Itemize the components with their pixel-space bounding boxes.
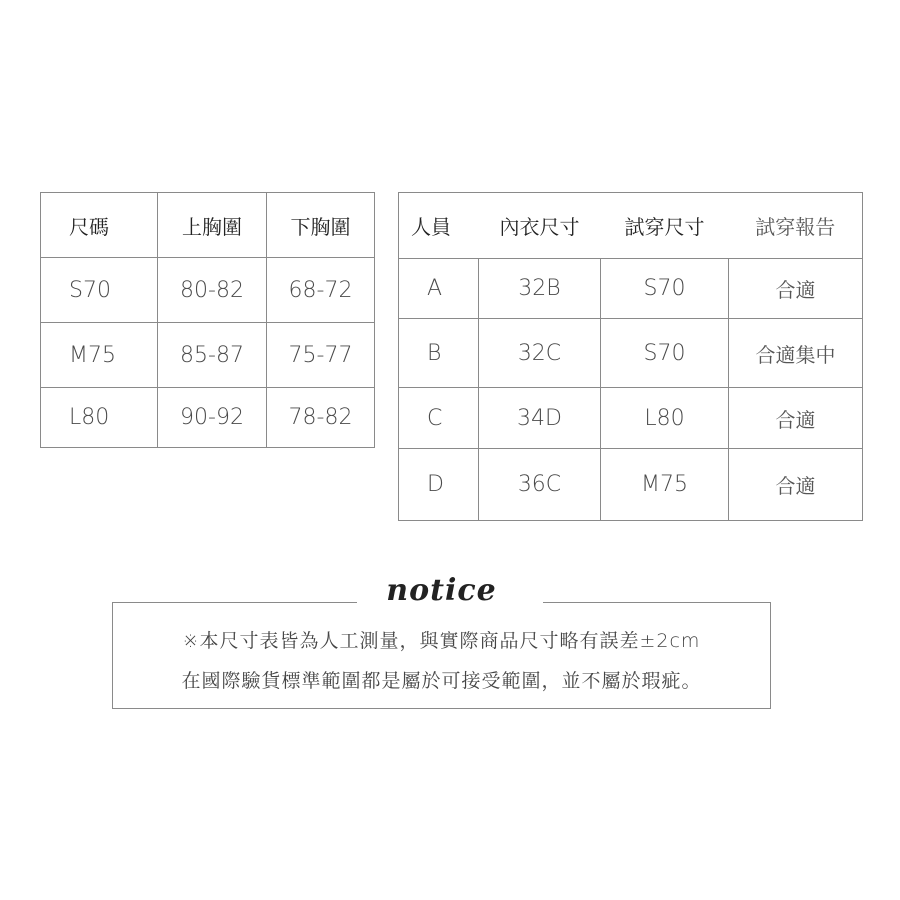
upper-bust-cell: 85-87 xyxy=(158,323,267,388)
table-row xyxy=(41,388,375,448)
size-cell: L80 xyxy=(41,388,158,448)
notice-text-line-1: ※本尺寸表皆為人工測量，與實際商品尺寸略有誤差±2cm xyxy=(182,630,701,652)
notice-text-line-2: 在國際驗貨標準範圍都是屬於可接受範圍，並不屬於瑕疵。 xyxy=(181,670,702,692)
report-cell: 合適 xyxy=(729,259,863,319)
under-bust-cell: 68-72 xyxy=(267,258,375,323)
tried-size-cell: M75 xyxy=(601,449,729,521)
person-cell: D xyxy=(399,449,479,521)
under-bust-cell: 78-82 xyxy=(267,388,375,448)
fit-report-table xyxy=(398,192,863,521)
table-row xyxy=(399,319,863,388)
size-chart-table xyxy=(40,192,375,448)
fit-header-report: 試穿報告 xyxy=(729,193,863,259)
notice-box xyxy=(112,602,771,709)
table-row xyxy=(41,323,375,388)
tried-size-cell: L80 xyxy=(601,388,729,449)
fit-header-person: 人員 xyxy=(399,193,479,259)
size-cell: M75 xyxy=(41,323,158,388)
notice-title: notice xyxy=(386,573,497,608)
size-header-under-bust: 下胸圍 xyxy=(267,193,375,258)
notice-divider-left xyxy=(113,602,357,603)
report-cell: 合適 xyxy=(729,449,863,521)
fit-header-bra-size: 內衣尺寸 xyxy=(479,193,601,259)
person-cell: C xyxy=(399,388,479,449)
bra-size-cell: 32B xyxy=(479,259,601,319)
bra-size-cell: 32C xyxy=(479,319,601,388)
person-cell: A xyxy=(399,259,479,319)
size-chart-header-row xyxy=(41,193,375,258)
size-cell: S70 xyxy=(41,258,158,323)
upper-bust-cell: 80-82 xyxy=(158,258,267,323)
size-header-size: 尺碼 xyxy=(41,193,158,258)
tried-size-cell: S70 xyxy=(601,319,729,388)
table-row xyxy=(399,259,863,319)
upper-bust-cell: 90-92 xyxy=(158,388,267,448)
person-cell: B xyxy=(399,319,479,388)
fit-header-tried-size: 試穿尺寸 xyxy=(601,193,729,259)
table-row xyxy=(399,388,863,449)
size-header-upper-bust: 上胸圍 xyxy=(158,193,267,258)
bra-size-cell: 36C xyxy=(479,449,601,521)
table-row xyxy=(399,449,863,521)
under-bust-cell: 75-77 xyxy=(267,323,375,388)
notice-divider-right xyxy=(543,602,770,603)
bra-size-cell: 34D xyxy=(479,388,601,449)
report-cell: 合適 xyxy=(729,388,863,449)
table-row xyxy=(41,258,375,323)
tried-size-cell: S70 xyxy=(601,259,729,319)
report-cell: 合適集中 xyxy=(729,319,863,388)
fit-report-header-row xyxy=(399,193,863,259)
